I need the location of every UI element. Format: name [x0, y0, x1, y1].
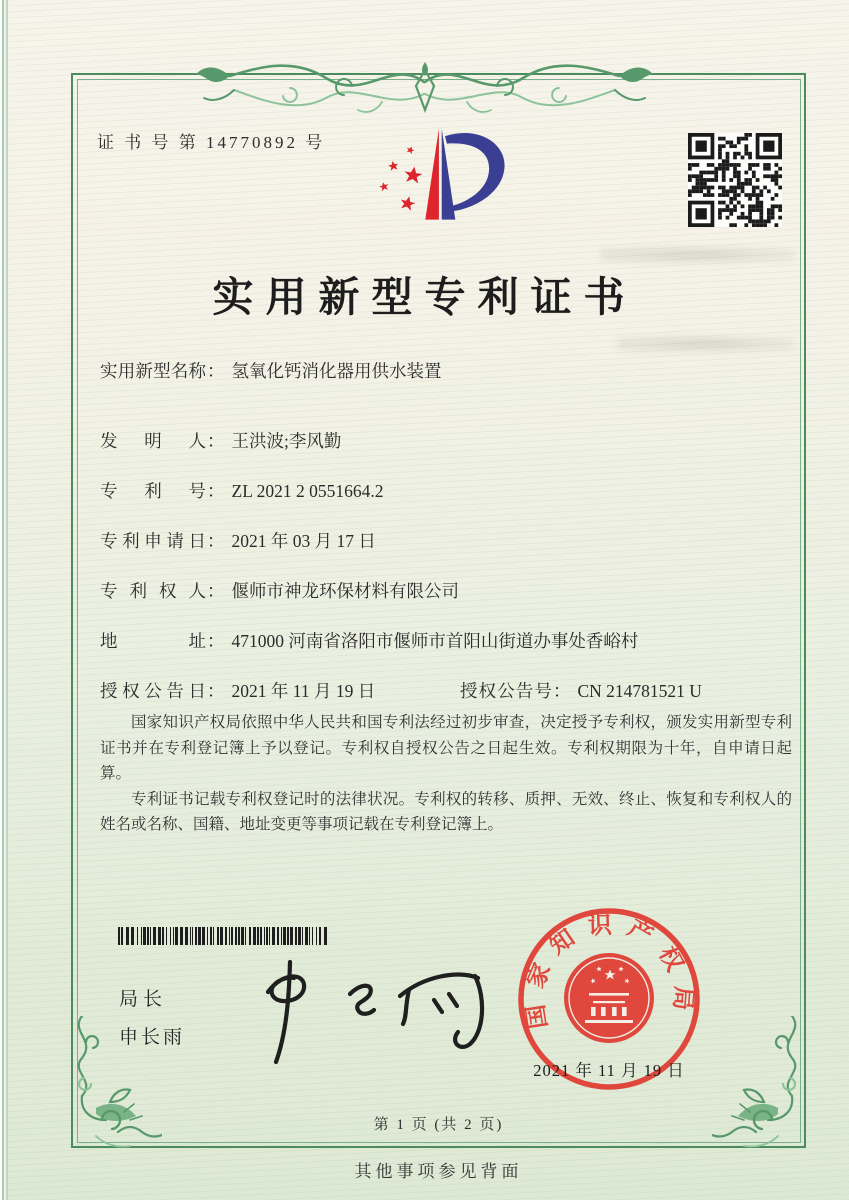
- field-colon: ：: [207, 361, 225, 381]
- field-colon: ：: [207, 531, 225, 551]
- field-row-patentee: [100, 578, 800, 604]
- qr-code-icon: [688, 133, 782, 227]
- field-colon: ：: [207, 631, 225, 651]
- field-label: 授权公告日: [100, 681, 206, 701]
- field-value: ZL 2021 2 0551664.2: [231, 481, 384, 501]
- field-label: 实用新型名称: [100, 361, 206, 381]
- field-value: 偃师市神龙环保材料有限公司: [231, 581, 459, 601]
- field-label: 地址: [100, 631, 206, 651]
- field-row-grant-date-and-number: [100, 678, 800, 704]
- certificate-number: 证 书 号 第 14770892 号: [97, 133, 326, 152]
- national-emblem-icon: [564, 953, 654, 1043]
- field-label: 专利申请日: [100, 531, 206, 551]
- legal-paragraph-2: 专利证书记载专利权登记时的法律状况。专利权的转移、质押、无效、终止、恢复和专利权人的姓名或名称、国籍、地址变更等事项记载在专利登记簿上。: [100, 790, 792, 833]
- field-row-utility-model-name: [100, 358, 800, 384]
- field-row-address: [100, 628, 800, 654]
- field-label: 授权公告号: [460, 681, 552, 701]
- field-label: 专利号: [100, 481, 206, 501]
- cnipa-logo-icon: [370, 118, 520, 233]
- field-value: 2021 年 11 月 19 日: [231, 681, 376, 701]
- field-colon: ：: [207, 481, 225, 501]
- field-value: CN 214781521 U: [577, 681, 702, 701]
- field-value: 氢氧化钙消化器用供水装置: [231, 361, 442, 381]
- field-row-patent-number: [100, 478, 800, 504]
- seal-org-text: 国家知识产权局: [521, 912, 697, 1031]
- handwritten-signature-icon: [232, 950, 497, 1068]
- signer-name-label: 申长雨: [119, 1027, 186, 1048]
- back-side-note: 其他事项参见背面: [354, 1162, 523, 1181]
- field-colon: ：: [207, 581, 225, 601]
- scan-left-edge: [0, 0, 11, 1200]
- field-value: 2021 年 03 月 17 日: [231, 531, 376, 551]
- seal-date: 2021 年 11 月 19 日: [533, 1061, 685, 1080]
- page-number: 第 1 页 (共 2 页): [373, 1117, 504, 1133]
- field-row-inventors: [100, 428, 800, 454]
- field-label: 发明人: [100, 431, 206, 451]
- field-colon: ：: [207, 431, 225, 451]
- field-colon: ：: [207, 681, 225, 701]
- field-colon: ：: [553, 681, 571, 701]
- certificate-title: 实用新型专利证书: [212, 274, 637, 320]
- legal-body-text: [100, 710, 792, 838]
- field-value: 王洪波;李风勤: [231, 431, 342, 451]
- field-pair-grant-number: [460, 678, 702, 703]
- field-label: 专利权人: [100, 581, 206, 601]
- legal-paragraph-1: 国家知识产权局依照中华人民共和国专利法经过初步审查，决定授予专利权，颁发实用新型专利证书并在专利登记簿上予以登记。专利权自授权公告之日起生效。专利权期限为十年，自申请日起算。: [100, 714, 792, 782]
- field-row-filing-date: [100, 528, 800, 554]
- barcode-icon: [118, 927, 334, 945]
- signer-post-label: 局长: [119, 989, 168, 1010]
- field-value: 471000 河南省洛阳市偃师市首阳山街道办事处香峪村: [231, 631, 639, 651]
